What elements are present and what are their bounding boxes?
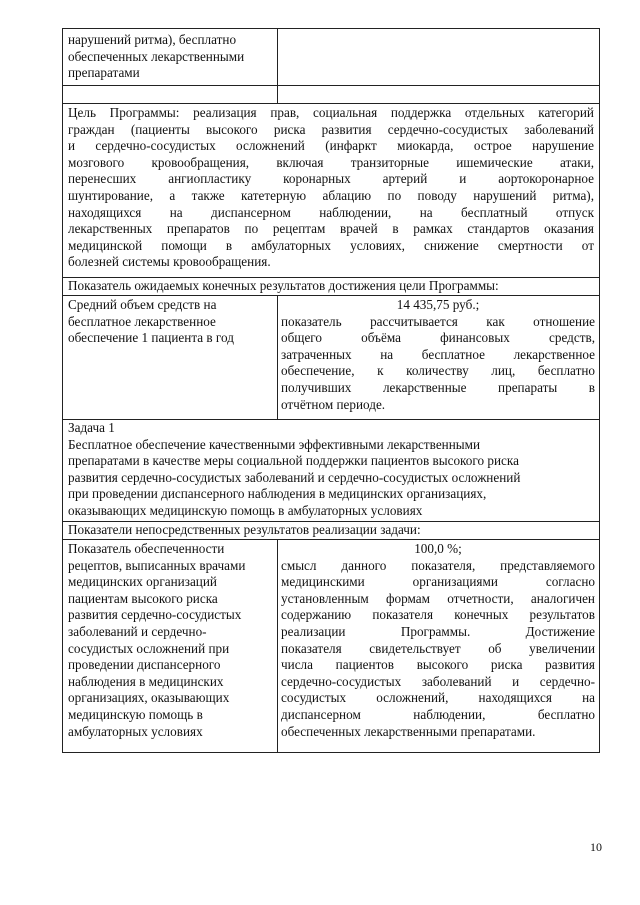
column-divider [277,295,278,419]
direct-indicator-value: 100,0 %; смысл данного показателя, представляемого медицинскими организациями согласно установленным формам отчетности, аналогичен содержанию показателя конечных результатов реализации Программы. Достижение показателя свидетельствует об увеличении числа пациентов высокого риска развития сердечно-сосудистых заболеваний и сердечно- сосудистых осложнений, находящихся на диспансерном наблюдении, бесплатно обеспеченных лекарственными препаратами. [281,541,595,739]
expected-results-header: Показатель ожидаемых конечных результатов достижения цели Программы: [68,278,499,293]
expected-value: 14 435,75 руб.; [396,297,480,312]
program-table [62,28,600,753]
top-left-cell: нарушений ритма), бесплатно обеспеченных лекарственными препаратами [68,32,245,81]
column-divider [277,539,278,752]
page-number: 10 [590,840,602,854]
direct-indicator-name: Показатель обеспеченности рецептов, выписанных врачами медицинских организаций пациентам высокого риска развития сердечно-сосудистых заболеваний и сердечно- сосудистых осложнений при проведении диспансерного наблюдения в медицинских организациях, оказывающих медицинскую помощь в амбулаторных условиях [68,541,246,739]
expected-indicator-name: Средний объем средств на бесплатное лекарственное обеспечение 1 пациента в год [68,297,234,346]
column-divider [277,29,278,103]
expected-indicator-value: 14 435,75 руб.; показатель рассчитывается как отношение общего объёма финансовых средств, затраченных на бесплатное лекарственное обеспечение, к количеству лиц, бесплатно получивших лекарственные препараты в отчётном периоде. [281,297,595,412]
direct-results-header: Показатели непосредственных результатов реализации задачи: [68,522,421,537]
direct-value: 100,0 %; [414,541,462,556]
program-goal: Цель Программы: реализация прав, социальная поддержка отдельных категорий граждан (пациенты высокого риска развития сердечно-сосудистых заболеваний и сердечно-сосудистых осложнений (инфаркт миокарда, острое нарушение мозгового кровообращения, включая транзиторные ишемические атаки, перенесших ангиопластику коронарных артерий и аортокоронарное шунтирование, а также катетерную аблацию по поводу нарушений ритма), находящихся на диспансерном наблюдении, на бесплатный отпуск лекарственных препаратов по рецептам врачей в рамках стандартов оказания медицинской помощи в амбулаторных условиях, снижение смертности от болезней системы кровообращения. [68,105,594,270]
row-divider [63,103,599,104]
task-section: Задача 1 Бесплатное обеспечение качественными эффективными лекарственными препаратами в качестве меры социальной поддержки пациентов высокого риска развития сердечно-сосудистых заболеваний и сердечно-сосудистых осложнений при проведении диспансерного наблюдения в медицинских организациях, оказывающих медицинскую помощь в амбулаторных условиях [68,420,594,520]
row-divider [63,85,599,86]
task-title: Задача 1 [68,420,115,435]
row-divider [63,295,599,296]
row-divider [63,539,599,540]
